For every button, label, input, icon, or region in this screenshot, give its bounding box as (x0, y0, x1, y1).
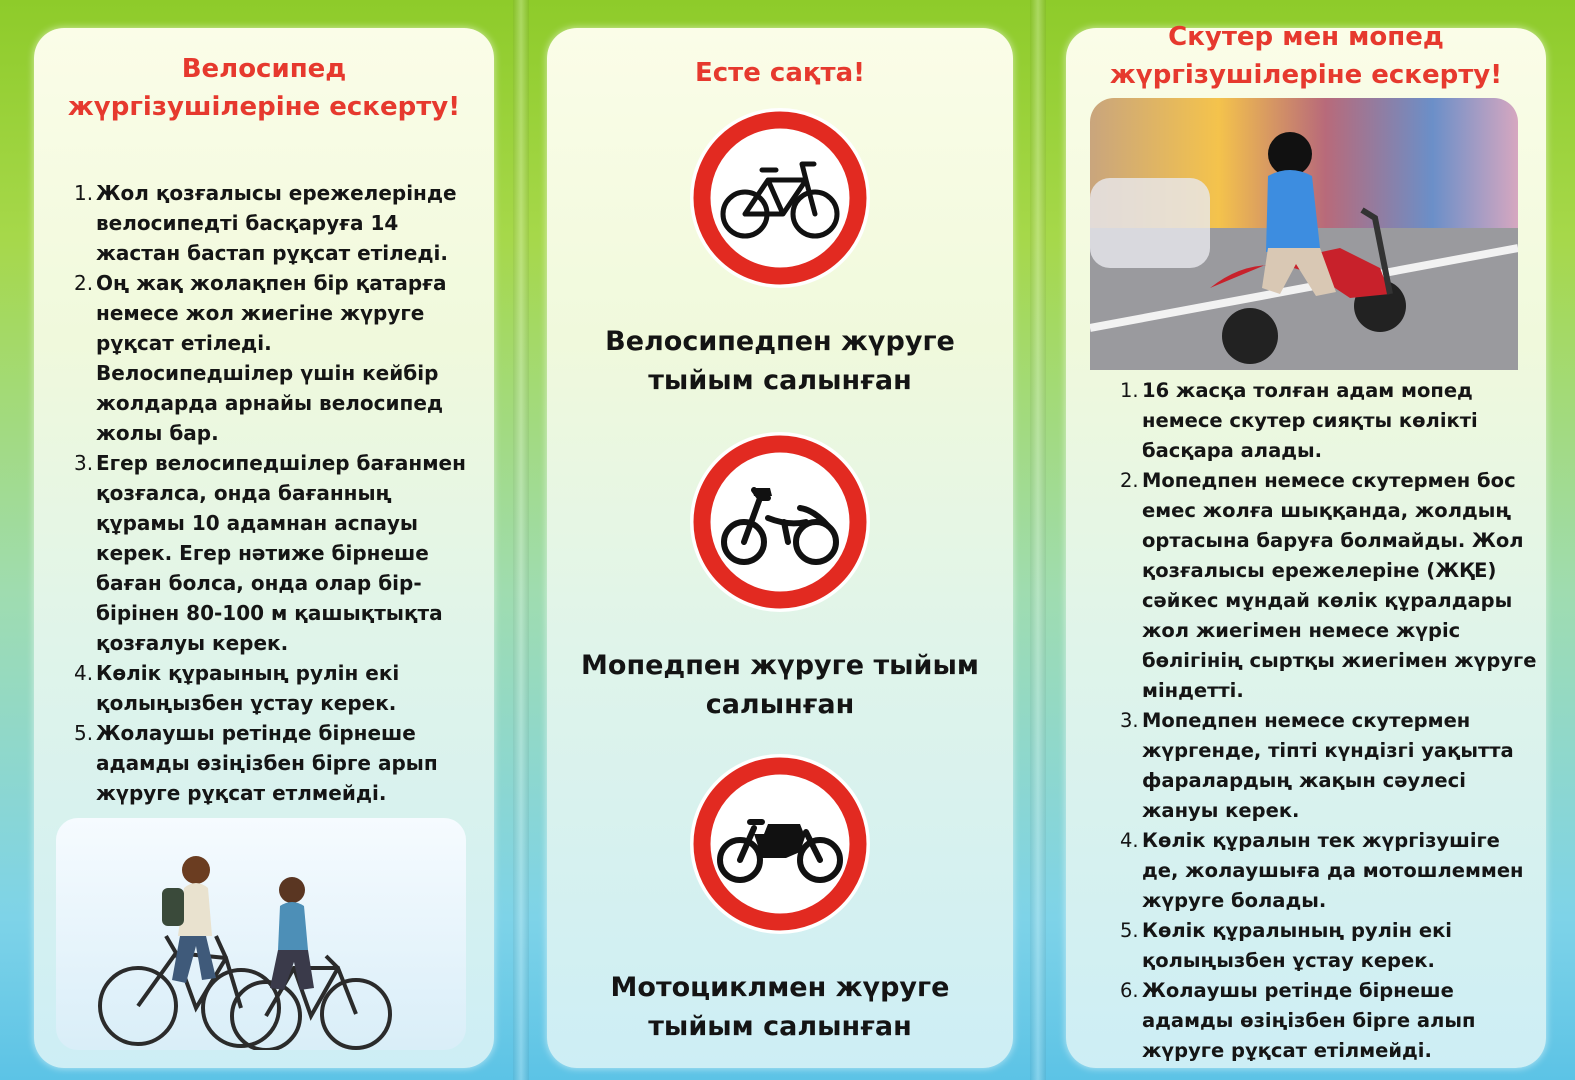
sign-caption-moped: Мопедпен жүруге тыйым салынған (581, 650, 979, 720)
fold-line-right (1030, 0, 1046, 1080)
no-bicycle-sign-icon (688, 106, 872, 290)
list-item: 5. Көлік құралының рулін екі қолыңызбен ұстау керек. (1120, 919, 1452, 972)
list-item: 2. Оң жақ жолақпен бір қатарға немесе жол жиегіне жүруге рұқсат етіледі. Велосипедшілер үшін кейбір жолдарда арнайы велосипед жолы бар. (74, 271, 447, 445)
signs-panel-title: Есте сақта! (694, 58, 865, 88)
sign-caption-bicycle: Велосипедпен жүруге тыйым салынған (605, 326, 955, 396)
cyclists-photo (56, 818, 466, 1050)
no-motorcycle-sign-icon (688, 752, 872, 936)
scooter-panel (1066, 22, 1546, 1068)
scooter-photo (1090, 98, 1518, 370)
bicycle-rules-list (74, 178, 474, 808)
signs-panel (547, 28, 1013, 1068)
list-item: 4. Көлік құраының рулін екі қолыңызбен ұстау керек. (74, 661, 400, 715)
no-moped-sign-icon (688, 430, 872, 614)
list-item: 3. Егер велосипедшілер бағанмен қозғалса, онда бағанның құрамы 10 адамнан аспауы керек. Егер нәтиже бірнеше баған болса, онда олар бір-бірінен 80-100 м қашықтықта қозғалуы керек. (74, 451, 466, 655)
list-item: 6. Жолаушы ретінде бірнеше адамды өзіңізбен бірге алып жүруге рұқсат етілмейді. (1120, 979, 1476, 1062)
fold-line-left (513, 0, 529, 1080)
scooter-rules-list (1120, 376, 1540, 1066)
bicycle-panel-title: Велосипед жүргізушілеріне ескерту! (67, 54, 461, 122)
list-item: 4. Көлік құралын тек жүргізушіге де, жолаушыға да мотошлеммен жүруге болады. (1120, 829, 1524, 912)
sign-block-moped (547, 430, 1013, 724)
list-item: 1. 16 жасқа толған адам мопед немесе скутер сияқты көлікті басқара алады. (1120, 379, 1478, 462)
sign-caption-motorcycle: Мотоциклмен жүруге тыйым салынған (610, 972, 950, 1042)
sign-block-motorcycle (547, 752, 1013, 1046)
bicycle-panel (34, 28, 494, 1068)
list-item: 2. Мопедпен немесе скутермен бос емес жолға шыққанда, жолдың ортасына баруға болмайды. Жол қозғалысы ережелеріне (ЖҚЕ) сәйкес мұндай көлік құралдары жол жиегімен немесе жүріс бөлігінің сыртқы жиегімен жүруге міндетті. (1120, 469, 1537, 702)
list-item: 5. Жолаушы ретінде бірнеше адамды өзіңізбен бірге арып жүруге рұқсат етлмейді. (74, 721, 438, 805)
list-item: 1. Жол қозғалысы ережелерінде велосипедті басқаруға 14 жастан бастап рұқсат етіледі. (74, 181, 457, 265)
list-item: 3. Мопедпен немесе скутермен жүргенде, тіпті күндізгі уақытта фаралардың жақын сәулесі жануы керек. (1120, 709, 1514, 822)
scooter-panel-title: Скутер мен мопед жүргізушілеріне ескерту! (1109, 22, 1503, 90)
sign-block-bicycle (547, 106, 1013, 400)
